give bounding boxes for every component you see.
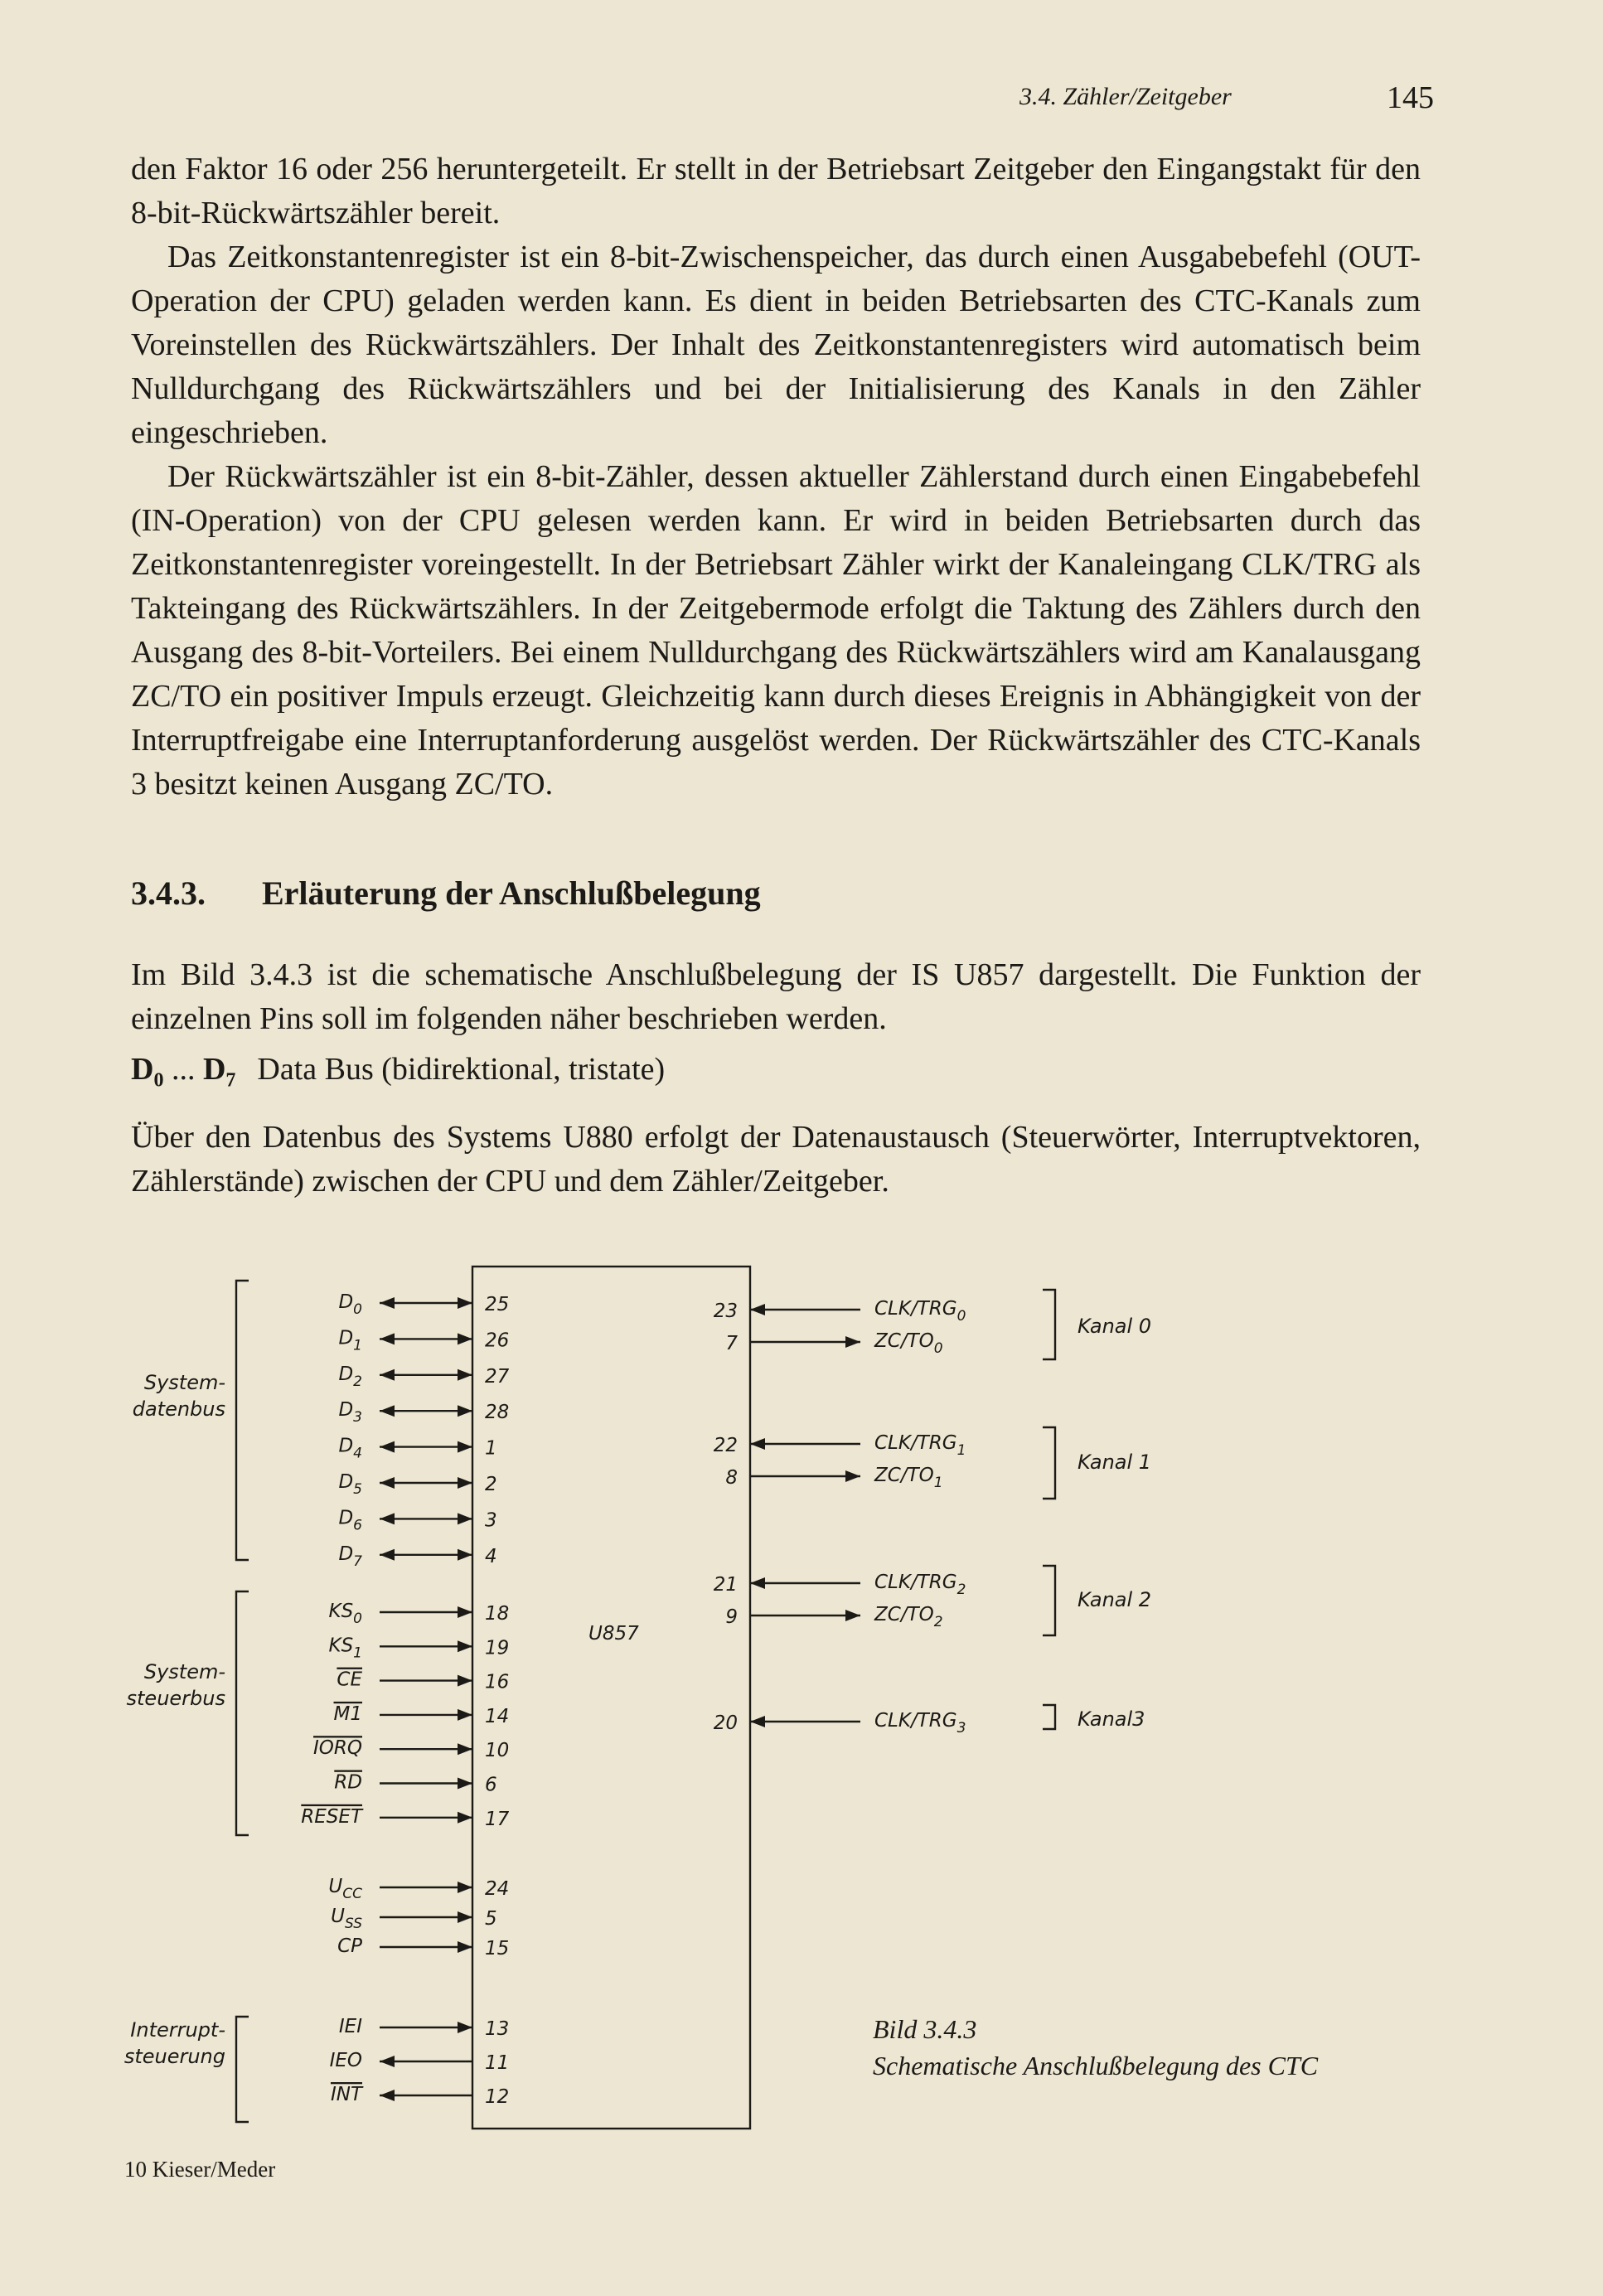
running-head-section: 3.4. Zähler/Zeitgeber — [1019, 83, 1232, 110]
pin-number: 5 — [485, 1908, 497, 1930]
arrow-right-icon — [458, 1513, 472, 1524]
arrow-right-icon — [458, 1911, 472, 1923]
pin-label-ks: $KS_0$ — [328, 1601, 362, 1627]
pin-number: 8 — [725, 1467, 738, 1489]
section-number: 3.4.3. — [131, 874, 206, 912]
channel-bracket — [1043, 1705, 1055, 1729]
pin-number: 16 — [485, 1671, 510, 1693]
pin-name-start: $D_0$ — [131, 1052, 164, 1092]
paragraph: Das Zeitkonstantenregister ist ein 8-bit-Zwischenspeicher, das durch einen Ausgabebefehl (OUT-Operation der CPU) geladen werden kann. Es dient in beiden Betriebsarten des CTC-Kanals zum Voreinstellen des Rückwärtszählers. Der Inhalt des Zeitkonstantenregisters wird automatisch beim Nulldurchgang des Rückwärtszählers und bei der Initialisierung des Kanals in den Zähler eingeschrieben. — [131, 240, 1421, 450]
arrow-right-icon — [458, 1640, 472, 1652]
pin-label-zc-to: $ZC/TO_2$ — [874, 1604, 943, 1630]
pin-label-d: $D_2$ — [338, 1363, 362, 1390]
arrow-right-icon — [458, 1882, 472, 1893]
arrow-right-icon — [458, 1297, 472, 1309]
pin-label-ce: CE — [337, 1669, 362, 1691]
pin-label-d: $D_0$ — [338, 1291, 362, 1318]
arrow-right-icon — [458, 1812, 472, 1824]
pin-number: 10 — [485, 1740, 510, 1762]
pin-label-reset: RESET — [301, 1805, 362, 1828]
pin-number: 7 — [725, 1333, 738, 1354]
channel-label: Kanal 1 — [1078, 1451, 1152, 1474]
pin-label-ieo: IEO — [329, 2050, 362, 2071]
pin-label-cp: CP — [337, 1935, 362, 1957]
channel-label: Kanal 2 — [1078, 1588, 1152, 1611]
pin-description: Data Bus (bidirektional, tristate) — [257, 1052, 666, 1087]
pin-number: 21 — [713, 1574, 738, 1596]
pin-number: 3 — [485, 1509, 497, 1532]
pin-label-iei: IEI — [338, 2016, 362, 2037]
arrow-right-icon — [845, 1610, 860, 1621]
pin-name-end: $D_7$ — [202, 1052, 236, 1092]
pin-label-d: $D_7$ — [338, 1543, 362, 1570]
chip-body — [472, 1267, 750, 2129]
paragraph: den Faktor 16 oder 256 heruntergeteilt. Er stellt in der Betriebsart Zeitgeber den Eingangstakt für den 8-bit-Rückwärtszähler bereit. — [131, 152, 1421, 230]
group-bracket — [236, 1281, 249, 1560]
pin-number: 19 — [485, 1637, 510, 1659]
pin-number: 27 — [485, 1365, 510, 1388]
pin-label-clk-trg: CLK/$TRG_1$ — [874, 1432, 966, 1459]
arrow-left-icon — [750, 1716, 765, 1727]
pin-label-int: INT — [330, 2084, 362, 2105]
group-label: System- — [143, 1371, 225, 1394]
arrow-right-icon — [458, 1549, 472, 1561]
pin-number: 26 — [485, 1330, 510, 1352]
figure-title: Schematische Anschlußbelegung des CTC — [873, 2051, 1319, 2080]
pin-number: 24 — [485, 1878, 510, 1900]
pin-number: 17 — [485, 1808, 510, 1830]
arrow-right-icon — [458, 1441, 472, 1453]
pin-number: 6 — [485, 1774, 497, 1796]
arrow-left-icon — [380, 1405, 395, 1417]
pin-label-d: $D_1$ — [338, 1327, 362, 1354]
group-bracket — [236, 1591, 249, 1835]
pin-number: 23 — [713, 1301, 738, 1322]
pin-number: 13 — [485, 2018, 510, 2040]
channel-bracket — [1043, 1427, 1055, 1499]
arrow-right-icon — [845, 1470, 860, 1482]
pin-number: 22 — [713, 1435, 738, 1456]
pin-number: 2 — [485, 1474, 497, 1495]
arrow-right-icon — [458, 1606, 472, 1618]
arrow-left-icon — [380, 1513, 395, 1524]
channel-label: Kanal3 — [1078, 1707, 1145, 1731]
arrow-left-icon — [380, 1549, 395, 1561]
pin-number: 25 — [485, 1294, 510, 1315]
paragraph: Der Rückwärtszähler ist ein 8-bit-Zähler, dessen aktueller Zählerstand durch einen Eingabebefehl (IN-Operation) von der CPU gelesen werden kann. Er wird in beiden Betriebsarten durch das Zeitkonstantenregister voreingestellt. In der Betriebsart Zähler wirkt der Kanaleingang CLK/TRG als Takteingang des Rückwärtszählers. In der Zeitgebermode erfolgt die Taktung des Zählers durch den Ausgang des 8-bit-Vorteilers. Bei einem Nulldurchgang des Rückwärtszählers wird am Kanalausgang ZC/TO ein positiver Impuls erzeugt. Gleichzeitig kann durch dieses Ereignis in Abhängigkeit von der Interruptfreigabe eine Interruptanforderung ausgelöst werden. Der Rückwärtszähler des CTC-Kanals 3 besitzt keinen Ausgang ZC/TO. — [131, 459, 1421, 802]
pin-number: 1 — [485, 1437, 497, 1460]
arrow-left-icon — [750, 1304, 765, 1315]
arrow-left-icon — [380, 1333, 395, 1344]
arrow-right-icon — [845, 1336, 860, 1348]
group-label: datenbus — [132, 1397, 225, 1421]
pin-number: 20 — [713, 1712, 738, 1734]
arrow-right-icon — [458, 1675, 472, 1687]
pin-label-u: $U_{CC}$ — [328, 1876, 362, 1902]
arrow-right-icon — [458, 1477, 472, 1489]
pin-label-clk-trg: CLK/$TRG_0$ — [874, 1298, 966, 1325]
pin-label-d: $D_4$ — [338, 1435, 362, 1462]
page-number: 145 — [1387, 80, 1434, 115]
pin-number: 14 — [485, 1705, 510, 1727]
pin-number: 9 — [725, 1606, 738, 1628]
arrow-left-icon — [380, 1297, 395, 1309]
group-label: System- — [143, 1660, 225, 1683]
chip-label: U857 — [588, 1623, 639, 1644]
paragraph: Über den Datenbus des Systems U880 erfolgt der Datenaustausch (Steuerwörter, Interruptvektoren, Zählerstände) zwischen der CPU und dem Zähler/Zeitgeber. — [131, 1120, 1421, 1199]
arrow-left-icon — [380, 1477, 395, 1489]
pin-label-d: $D_3$ — [338, 1399, 362, 1427]
arrow-right-icon — [458, 1709, 472, 1721]
arrow-right-icon — [458, 1778, 472, 1790]
pin-label-d: $D_5$ — [338, 1471, 362, 1498]
arrow-left-icon — [380, 1441, 395, 1453]
pin-label-zc-to: $ZC/TO_0$ — [874, 1330, 943, 1357]
figure-number: Bild 3.4.3 — [873, 2014, 977, 2044]
group-bracket — [236, 2017, 249, 2122]
channel-bracket — [1043, 1290, 1055, 1359]
group-label: steuerbus — [126, 1687, 225, 1710]
page-footer: 10 Kieser/Meder — [124, 2157, 276, 2182]
arrow-left-icon — [750, 1577, 765, 1589]
pin-number: 28 — [485, 1402, 510, 1424]
group-label: Interrupt- — [130, 2018, 225, 2042]
pin-label-iorq: IORQ — [313, 1737, 362, 1760]
arrow-right-icon — [458, 1743, 472, 1755]
arrow-left-icon — [380, 2090, 395, 2101]
arrow-left-icon — [380, 1369, 395, 1381]
pin-label-clk-trg: CLK/$TRG_3$ — [874, 1710, 966, 1737]
pin-label-u: $U_{SS}$ — [331, 1906, 362, 1932]
pin-number: 11 — [485, 2052, 510, 2074]
arrow-right-icon — [458, 1405, 472, 1417]
pin-number: 12 — [485, 2086, 510, 2108]
arrow-right-icon — [458, 1333, 472, 1344]
pin-range-dots: ... — [163, 1052, 203, 1087]
figure-caption — [873, 2011, 1318, 2084]
arrow-left-icon — [750, 1438, 765, 1450]
channel-label: Kanal 0 — [1078, 1315, 1152, 1338]
pin-number: 4 — [485, 1545, 497, 1567]
pin-label-zc-to: $ZC/TO_1$ — [874, 1465, 943, 1491]
section-title: Erläuterung der Anschlußbelegung — [262, 874, 761, 912]
pin-label-rd: RD — [334, 1771, 362, 1794]
arrow-right-icon — [458, 1369, 472, 1381]
pin-label-m1: M1 — [333, 1703, 362, 1725]
pin-label-clk-trg: CLK/$TRG_2$ — [874, 1572, 966, 1598]
pin-label-ks: $KS_1$ — [328, 1635, 362, 1662]
arrow-right-icon — [458, 1941, 472, 1953]
pin-label-d: $D_6$ — [338, 1507, 362, 1534]
group-label: steuerung — [123, 2045, 225, 2068]
arrow-right-icon — [458, 2022, 472, 2033]
pin-number: 18 — [485, 1603, 510, 1625]
pin-number: 15 — [485, 1938, 510, 1959]
arrow-left-icon — [380, 2056, 395, 2067]
channel-bracket — [1043, 1566, 1055, 1635]
paragraph: Im Bild 3.4.3 ist die schematische Anschlußbelegung der IS U857 dargestellt. Die Funktion der einzelnen Pins soll im folgenden näher beschrieben werden. — [131, 957, 1421, 1036]
